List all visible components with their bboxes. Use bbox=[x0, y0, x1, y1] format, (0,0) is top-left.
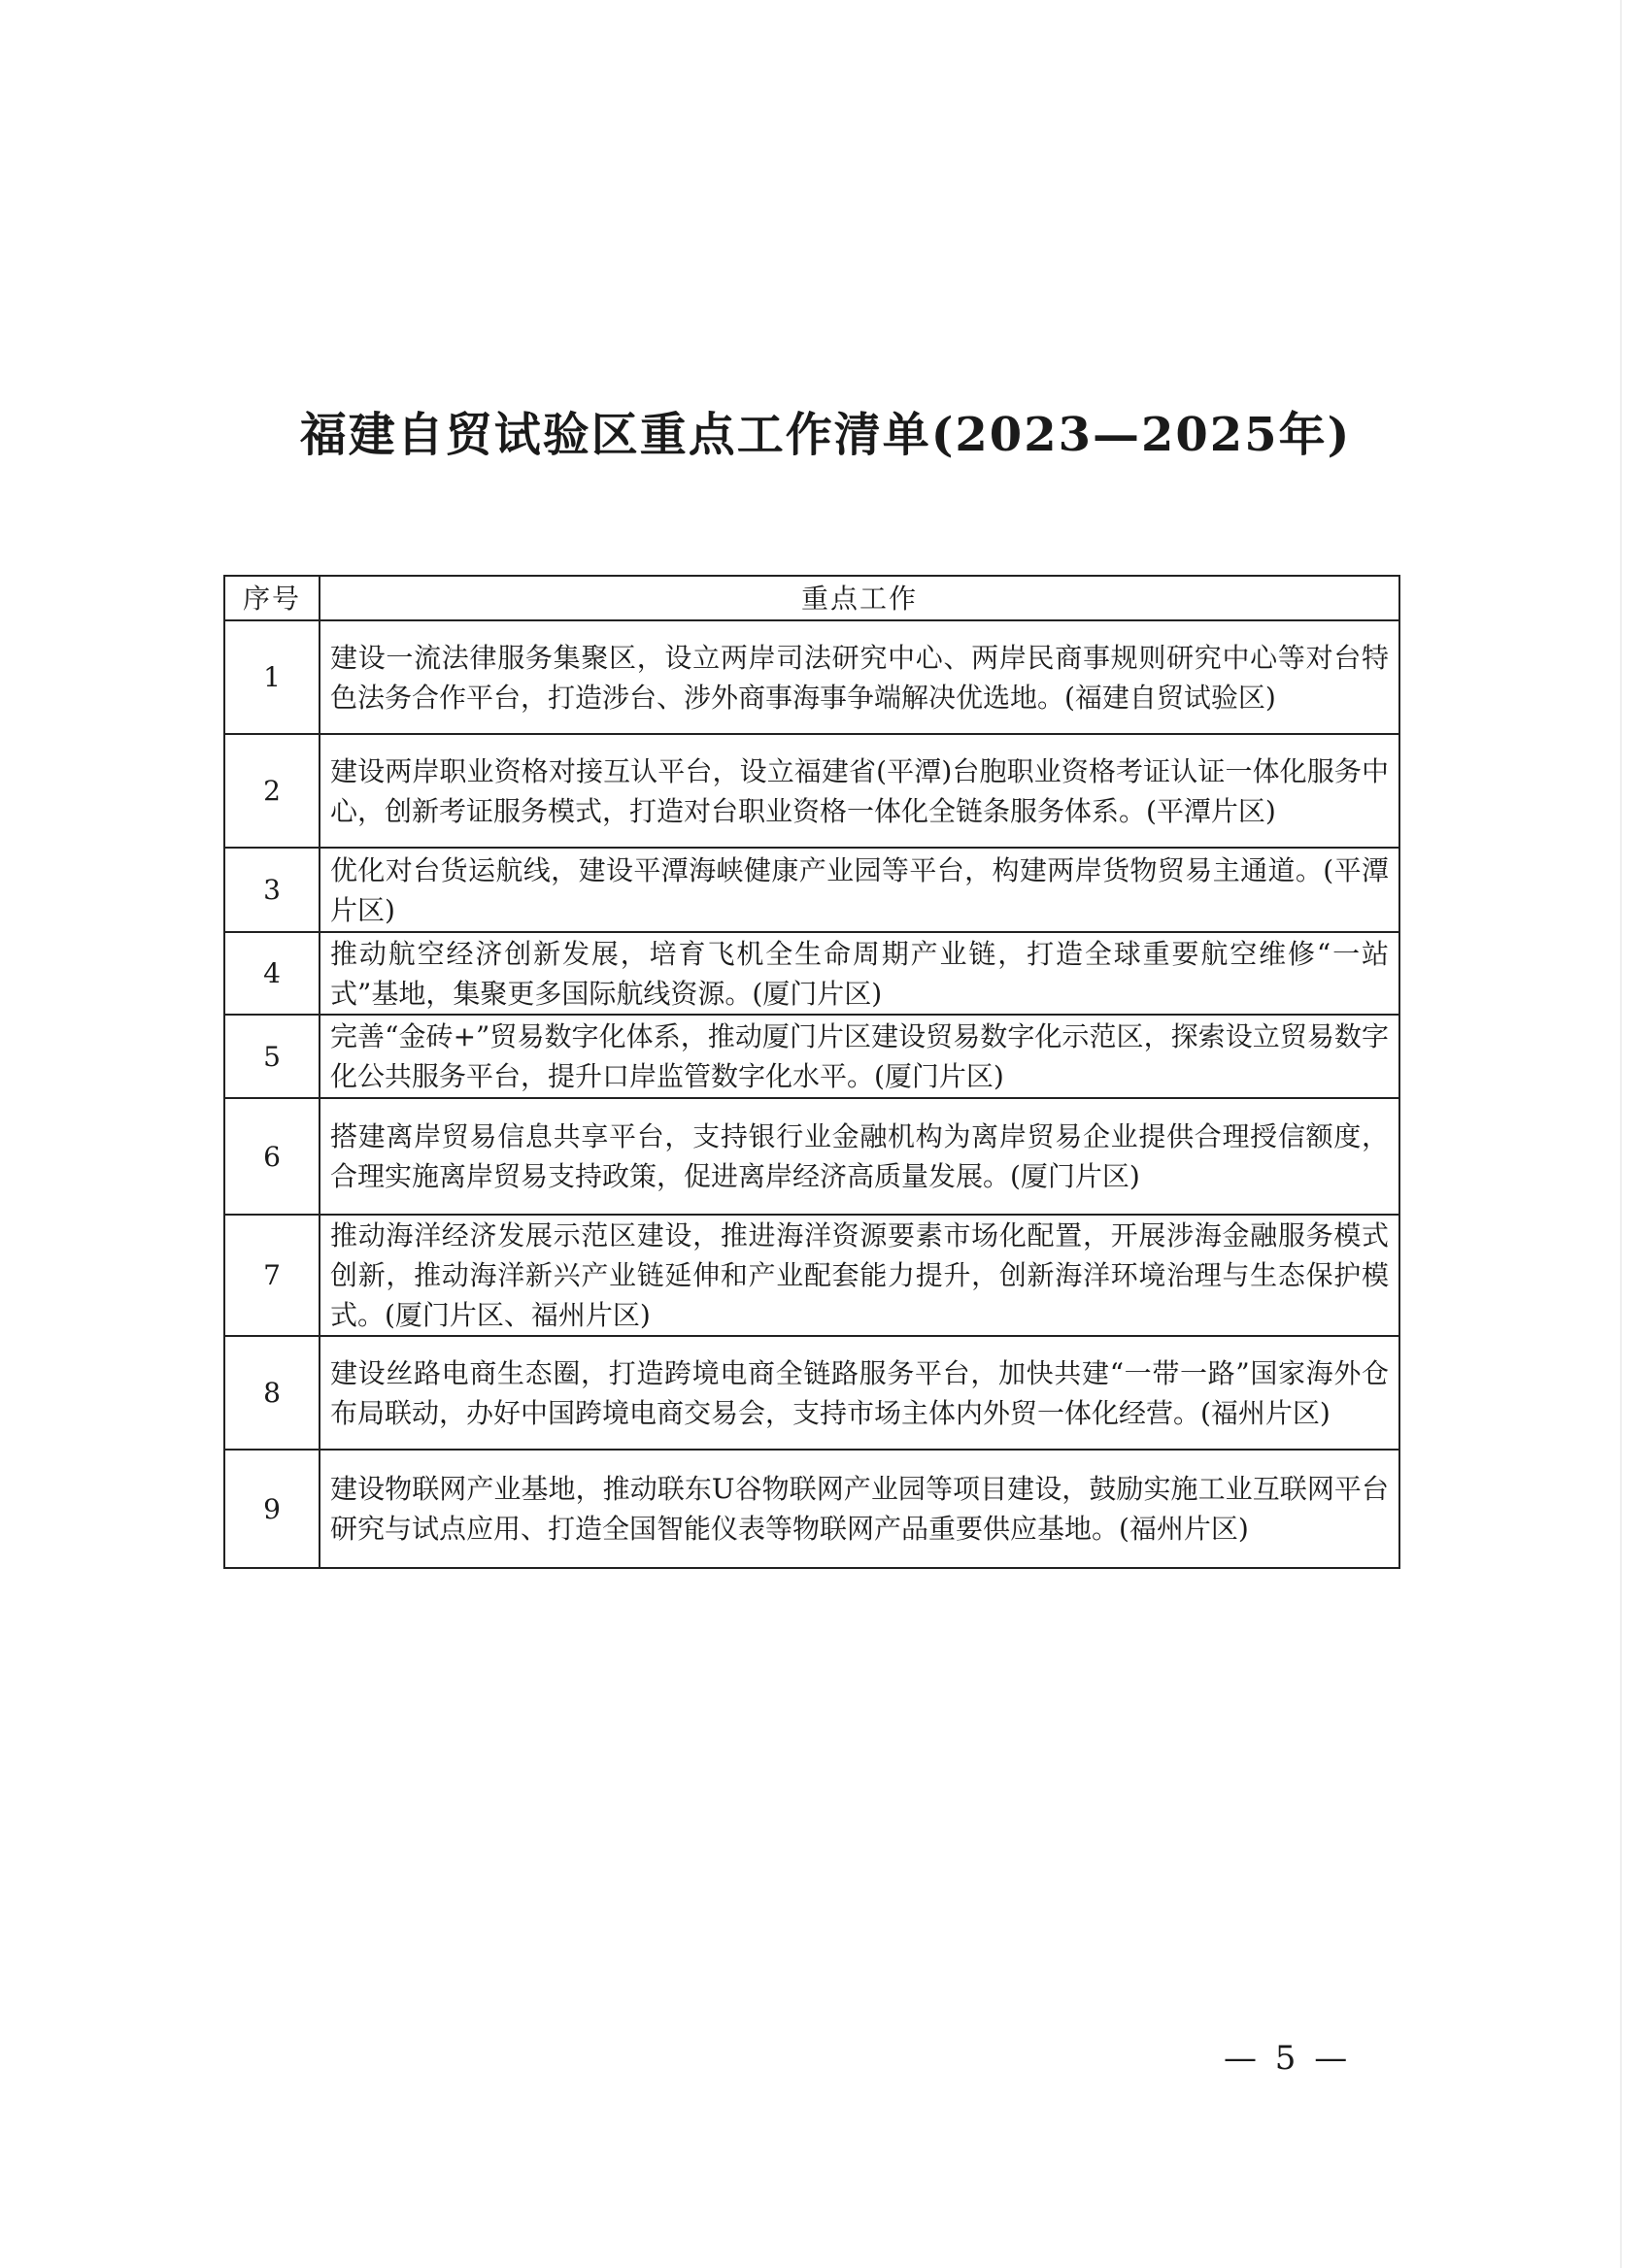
table-header-row bbox=[224, 576, 1399, 620]
row-work-text: 建设一流法律服务集聚区，设立两岸司法研究中心、两岸民商事规则研究中心等对台特色法务合作平台，打造涉台、涉外商事海事争端解决优选地。(福建自贸试验区) bbox=[320, 620, 1399, 734]
table-row bbox=[224, 1015, 1399, 1098]
header-number: 序号 bbox=[224, 576, 320, 620]
table-row bbox=[224, 734, 1399, 848]
page-edge bbox=[1620, 0, 1622, 2268]
row-number: 2 bbox=[224, 734, 320, 848]
table-row bbox=[224, 1098, 1399, 1215]
table-row bbox=[224, 1336, 1399, 1450]
table-row bbox=[224, 620, 1399, 734]
row-number: 3 bbox=[224, 848, 320, 932]
row-work-text: 推动航空经济创新发展，培育飞机全生命周期产业链，打造全球重要航空维修“一站式”基地，集聚更多国际航线资源。(厦门片区) bbox=[320, 932, 1399, 1015]
key-work-table bbox=[223, 575, 1400, 1569]
row-work-text: 建设物联网产业基地，推动联东U谷物联网产业园等项目建设，鼓励实施工业互联网平台研究与试点应用、打造全国智能仪表等物联网产品重要供应基地。(福州片区) bbox=[320, 1450, 1399, 1568]
row-number: 5 bbox=[224, 1015, 320, 1098]
row-number: 8 bbox=[224, 1336, 320, 1450]
page-number: — 5 — bbox=[1224, 2039, 1352, 2078]
row-number: 4 bbox=[224, 932, 320, 1015]
row-number: 7 bbox=[224, 1215, 320, 1336]
table-row bbox=[224, 848, 1399, 932]
header-work: 重点工作 bbox=[320, 576, 1399, 620]
table-row bbox=[224, 1450, 1399, 1568]
document-title: 福建自贸试验区重点工作清单(2023—2025年) bbox=[299, 408, 1352, 462]
table-row bbox=[224, 1215, 1399, 1336]
row-number: 6 bbox=[224, 1098, 320, 1215]
row-work-text: 搭建离岸贸易信息共享平台，支持银行业金融机构为离岸贸易企业提供合理授信额度，合理实施离岸贸易支持政策，促进离岸经济高质量发展。(厦门片区) bbox=[320, 1098, 1399, 1215]
row-work-text: 建设两岸职业资格对接互认平台，设立福建省(平潭)台胞职业资格考证认证一体化服务中心，创新考证服务模式，打造对台职业资格一体化全链条服务体系。(平潭片区) bbox=[320, 734, 1399, 848]
row-work-text: 优化对台货运航线，建设平潭海峡健康产业园等平台，构建两岸货物贸易主通道。(平潭片区) bbox=[320, 848, 1399, 932]
row-number: 9 bbox=[224, 1450, 320, 1568]
row-work-text: 完善“金砖+”贸易数字化体系，推动厦门片区建设贸易数字化示范区，探索设立贸易数字化公共服务平台，提升口岸监管数字化水平。(厦门片区) bbox=[320, 1015, 1399, 1098]
table-row bbox=[224, 932, 1399, 1015]
row-work-text: 建设丝路电商生态圈，打造跨境电商全链路服务平台，加快共建“一带一路”国家海外仓布局联动，办好中国跨境电商交易会，支持市场主体内外贸一体化经营。(福州片区) bbox=[320, 1336, 1399, 1450]
row-number: 1 bbox=[224, 620, 320, 734]
row-work-text: 推动海洋经济发展示范区建设，推进海洋资源要素市场化配置，开展涉海金融服务模式创新，推动海洋新兴产业链延伸和产业配套能力提升，创新海洋环境治理与生态保护模式。(厦门片区、福州片区) bbox=[320, 1215, 1399, 1336]
